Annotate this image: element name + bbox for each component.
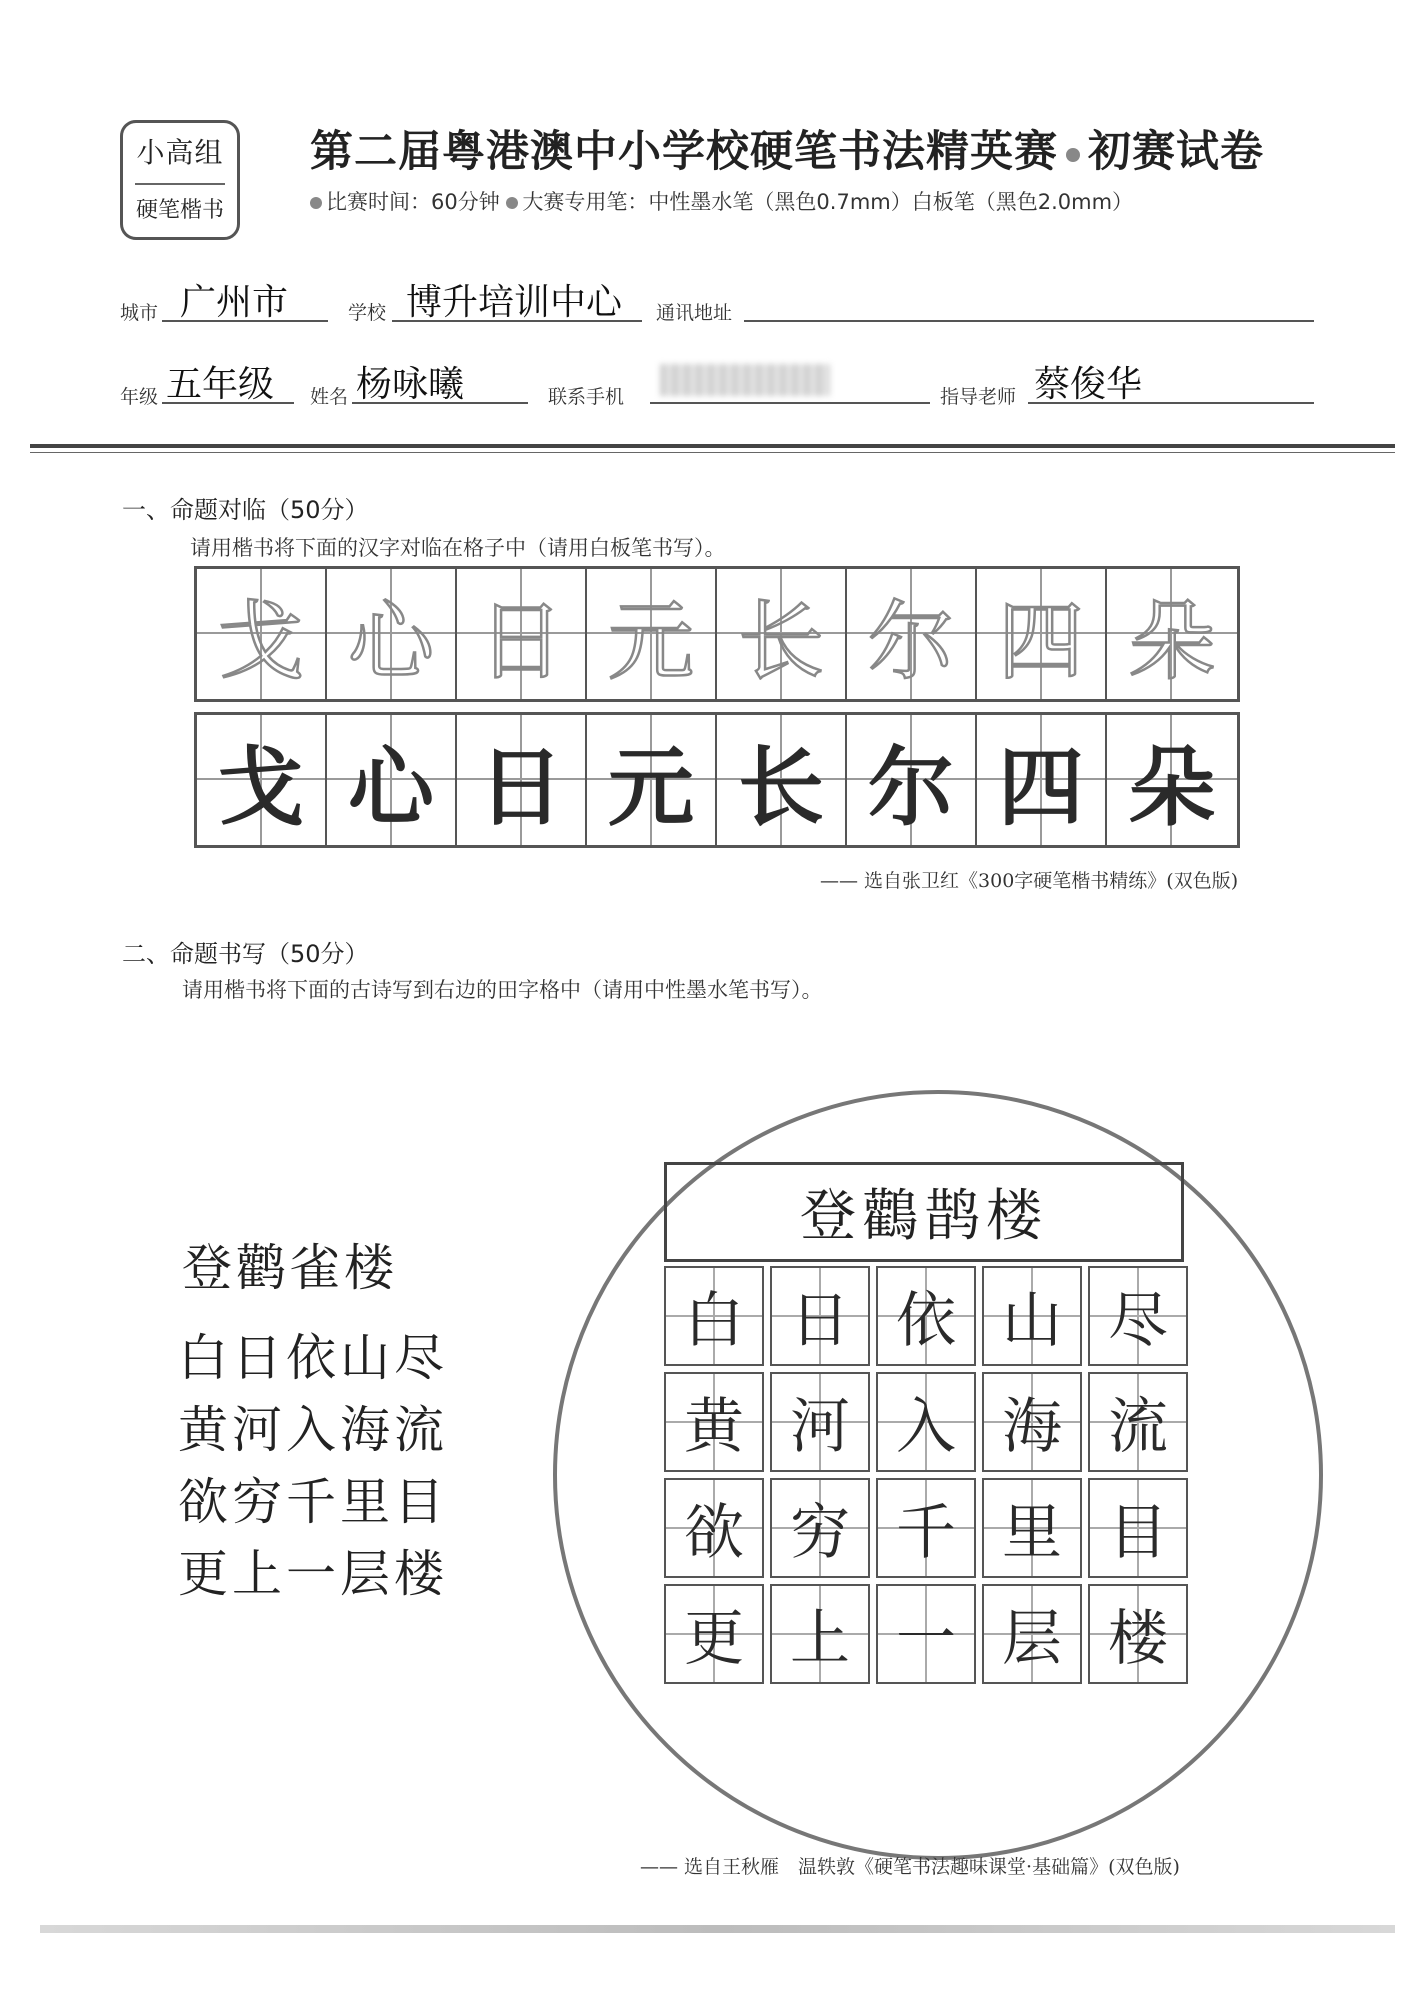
bullet-icon — [506, 197, 518, 209]
answer-cell[interactable] — [457, 715, 587, 845]
model-char: 四 — [998, 592, 1084, 692]
answer-cell[interactable] — [1107, 715, 1237, 845]
answer-cell[interactable] — [982, 1266, 1082, 1366]
answer-cell[interactable] — [717, 715, 847, 845]
bullet-icon — [310, 197, 322, 209]
model-char: 朵 — [1129, 592, 1215, 692]
title-suffix: 初赛试卷 — [1088, 127, 1264, 177]
written-char: 山 — [1002, 1286, 1062, 1356]
model-cell — [327, 569, 457, 699]
written-char: 上 — [790, 1604, 850, 1674]
teacher-value: 蔡俊华 — [1034, 364, 1143, 405]
answer-cell[interactable] — [1088, 1584, 1188, 1684]
badge-category: 硬笔楷书 — [135, 198, 224, 223]
model-grid — [194, 566, 1240, 702]
poem-title: 登鹳雀楼 — [182, 1239, 398, 1297]
written-char: 日 — [478, 738, 564, 838]
grade-field[interactable] — [162, 362, 294, 404]
answer-cell[interactable] — [770, 1372, 870, 1472]
written-char: 欲 — [684, 1498, 744, 1568]
poem-line: 黄河入海流 — [178, 1401, 448, 1459]
name-field[interactable] — [352, 362, 528, 404]
section2-title: 二、命题书写（50分） — [122, 940, 369, 968]
city-field[interactable] — [162, 282, 328, 322]
written-char: 海 — [1002, 1392, 1062, 1462]
written-char: 黄 — [684, 1392, 744, 1462]
written-char: 心 — [348, 738, 434, 838]
page-title — [310, 118, 1264, 179]
badge-group: 小高组 — [136, 136, 224, 169]
poem-line: 更上一层楼 — [178, 1545, 448, 1603]
written-char: 更 — [684, 1604, 744, 1674]
written-char: 白 — [684, 1286, 744, 1356]
model-char: 尔 — [868, 592, 954, 692]
written-char: 日 — [790, 1286, 850, 1356]
answer-cell[interactable] — [876, 1478, 976, 1578]
model-char: 元 — [608, 592, 694, 692]
written-char: 长 — [738, 738, 824, 838]
header-divider-thin — [30, 452, 1395, 453]
written-char: 元 — [608, 738, 694, 838]
section1-title: 一、命题对临（50分） — [122, 496, 369, 524]
address-label: 通讯地址 — [656, 302, 733, 324]
teacher-field[interactable] — [1028, 362, 1314, 404]
header-divider — [30, 444, 1395, 448]
city-label: 城市 — [120, 302, 159, 324]
answer-cell[interactable] — [327, 715, 457, 845]
exam-pens: 大赛专用笔：中性墨水笔（黑色0.7mm）白板笔（黑色2.0mm） — [522, 190, 1134, 214]
phone-redacted — [660, 364, 830, 396]
model-cell — [197, 569, 327, 699]
answer-cell[interactable] — [982, 1584, 1082, 1684]
model-cell — [1107, 569, 1237, 699]
written-char: 河 — [790, 1392, 850, 1462]
model-char: 戈 — [218, 592, 304, 692]
answer-cell[interactable] — [982, 1478, 1082, 1578]
name-label: 姓名 — [310, 386, 349, 408]
answer-cell[interactable] — [664, 1266, 764, 1366]
written-char: 入 — [896, 1392, 956, 1462]
section1-credit: —— 选自张卫红《300字硬笔楷书精练》(双色版) — [820, 870, 1239, 892]
answer-cell[interactable] — [664, 1584, 764, 1684]
grade-value: 五年级 — [166, 364, 275, 405]
poem-line: 白日依山尽 — [178, 1329, 448, 1387]
answer-cell[interactable] — [977, 715, 1107, 845]
answer-cell[interactable] — [876, 1266, 976, 1366]
written-char: 四 — [998, 738, 1084, 838]
model-cell — [717, 569, 847, 699]
model-char: 日 — [478, 592, 564, 692]
written-char: 尽 — [1108, 1286, 1168, 1356]
answer-cell[interactable] — [1088, 1372, 1188, 1472]
written-char: 朵 — [1129, 738, 1215, 838]
answer-cell[interactable] — [876, 1584, 976, 1684]
city-value: 广州市 — [180, 282, 289, 323]
written-char: 一 — [896, 1604, 956, 1674]
written-char: 尔 — [868, 738, 954, 838]
answer-title: 登鸛鹊楼 — [800, 1184, 1048, 1249]
answer-cell[interactable] — [587, 715, 717, 845]
answer-cell[interactable] — [770, 1478, 870, 1578]
answer-cell[interactable] — [1088, 1266, 1188, 1366]
bottom-border — [40, 1925, 1395, 1933]
answer-cell[interactable] — [770, 1584, 870, 1684]
model-cell — [847, 569, 977, 699]
grade-label: 年级 — [120, 386, 159, 408]
model-cell — [457, 569, 587, 699]
title-main: 第二届粤港澳中小学校硬笔书法精英赛 — [310, 127, 1058, 177]
exam-time: 比赛时间：60分钟 — [326, 190, 500, 214]
model-char: 长 — [738, 592, 824, 692]
model-cell — [977, 569, 1107, 699]
written-char: 目 — [1108, 1498, 1168, 1568]
answer-title-box[interactable] — [664, 1162, 1184, 1262]
exam-info — [310, 186, 1133, 216]
answer-cell[interactable] — [847, 715, 977, 845]
written-char: 里 — [1002, 1498, 1062, 1568]
written-char: 千 — [896, 1498, 956, 1568]
answer-grid-2 — [664, 1266, 1189, 1684]
school-label: 学校 — [348, 302, 387, 324]
bullet-icon — [1066, 148, 1080, 162]
group-badge — [120, 120, 240, 240]
section1-instruction: 请用楷书将下面的汉字对临在格子中（请用白板笔书写）。 — [190, 536, 726, 560]
answer-cell[interactable] — [197, 715, 327, 845]
answer-cell[interactable] — [982, 1372, 1082, 1472]
school-value: 博升培训中心 — [406, 282, 623, 323]
badge-divider — [135, 183, 225, 185]
address-field[interactable] — [744, 282, 1314, 322]
written-char: 层 — [1002, 1604, 1062, 1674]
written-char: 穷 — [790, 1498, 850, 1568]
answer-cell[interactable] — [1088, 1478, 1188, 1578]
written-char: 戈 — [218, 738, 304, 838]
model-cell — [587, 569, 717, 699]
answer-cell[interactable] — [770, 1266, 870, 1366]
teacher-label: 指导老师 — [940, 386, 1017, 408]
written-char: 楼 — [1108, 1604, 1168, 1674]
written-char: 流 — [1108, 1392, 1168, 1462]
written-char: 依 — [896, 1286, 956, 1356]
phone-field[interactable] — [650, 362, 930, 404]
name-value: 杨咏曦 — [356, 364, 465, 405]
answer-grid-1 — [194, 712, 1240, 848]
section2-instruction: 请用楷书将下面的古诗写到右边的田字格中（请用中性墨水笔书写）。 — [182, 978, 823, 1002]
school-field[interactable] — [392, 282, 642, 322]
answer-cell[interactable] — [876, 1372, 976, 1472]
section2-credit: —— 选自王秋雁 温轶敦《硬笔书法趣味课堂·基础篇》(双色版) — [640, 1856, 1180, 1878]
answer-cell[interactable] — [664, 1478, 764, 1578]
answer-cell[interactable] — [664, 1372, 764, 1472]
phone-label: 联系手机 — [548, 386, 625, 408]
model-char: 心 — [348, 592, 434, 692]
poem-line: 欲穷千里目 — [178, 1473, 448, 1531]
